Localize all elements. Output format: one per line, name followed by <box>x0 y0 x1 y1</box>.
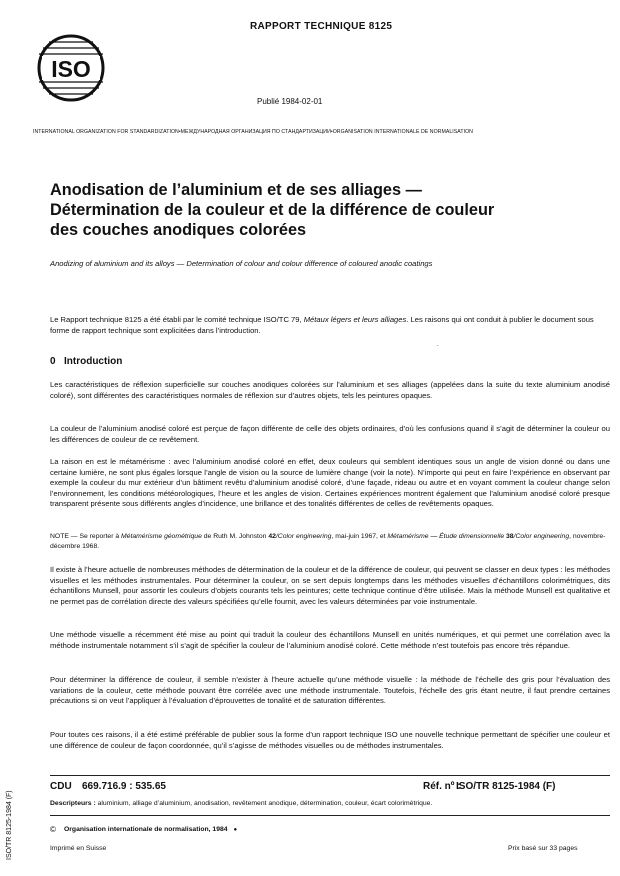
cdu-value: 669.716.9 : 535.65 <box>82 781 166 792</box>
descriptors-list: aluminium, alliage d’aluminium, anodisation, revêtement anodique, détermination, couleur, écart colorimétrique. <box>97 800 433 807</box>
bullet-icon: ● <box>233 827 238 833</box>
committee-title: Métaux légers et leurs alliages <box>303 315 407 324</box>
document-title <box>50 180 610 240</box>
paragraph-3: La raison en est le métamérisme : avec l’aluminium anodisé coloré en effet, deux couleurs qui semblent identiques sous un angle de vision donné ou dans une certaine lumière, ne sont plus égales lorsque l’angle de vision ou la source de lumière change (voir la note). N’importe qui peut en faire l’expérience en observant par exemple la couleur du mur extérieur d’un bâtiment revêtu d’aluminium anodisé coloré, d’une façade, rideau ou autre et en voyant comment la couleur change selon l’environnement, les conditions météorologiques, l’heure et les angles de vision. Certaines expériences montrent également que l’aluminium anodisé coloré presque transparent présente sous différents angles d’incidence, une brillance et des tonalités différentes de celles de revêtements opaques. <box>50 457 610 509</box>
footer-rule-top <box>50 775 610 776</box>
paragraph-6: Pour déterminer la différence de couleur, il semble n’exister à l’heure actuelle qu’une méthode visuelle : la méthode de l’échelle des gris pour l’évaluation des variations de la couleur, cette méthode pouvant être corrélée avec une méthode instrumentale. Toutefois, l’échelle des gris étant neutre, il faut prendre certaines précautions si on veut l’appliquer à l’évaluation d’éprouvettes de tonalité et de saturation différentes. <box>50 675 610 706</box>
paragraph-7: Pour toutes ces raisons, il a été estimé préférable de publier sous la forme d’un rapport technique ISO une nouvelle technique permettant de spécifier une couleur et une différence de couleur de façon coordonnée, qu’il s’agisse de méthodes visuelles ou de méthodes instrumentales. <box>50 730 610 750</box>
note: NOTE — Se reporter à Métamérisme géométrique de Ruth M. Johnston 42/Color engineering, mai-juin 1967, et Métamérisme — Étude dimensionnelle 38/Color engineering, novembre-décembre 1968. <box>50 533 606 550</box>
ref-label: Réf. nº : <box>423 781 461 792</box>
iso-logo <box>37 34 105 102</box>
cdu-label: CDU <box>50 781 72 792</box>
paragraph-5: Une méthode visuelle a récemment été mise au point qui traduit la couleur des échantillons Munsell en unités numériques, et qui permet une corrélation avec la méthode instrumentale notamment s’il s’agit de spécifier la couleur de l’aluminium anodisé coloré. Cette méthode n’est toutefois pas encore très répandue. <box>50 630 610 650</box>
ref-value: ISO/TR 8125-1984 (F) <box>456 781 556 792</box>
title-line-1: Anodisation de l’aluminium et de ses alliages — <box>50 181 422 199</box>
paragraph-2: La couleur de l’aluminium anodisé coloré est perçue de façon différente de celle des objets ordinaires, d’où les confusions quand il s’agit de déterminer la couleur ou les différences de couleur de ce revêtement. <box>50 424 610 444</box>
price-basis: Prix basé sur 33 pages <box>508 845 578 852</box>
paragraph-1: Les caractéristiques de réflexion superficielle sur couches anodiques colorées sur l’aluminium et ses alliages (appelées dans la suite du texte aluminium anodisé coloré), sont différentes des caractéristiques normales de réflexion sur d’autres objets, tels les peintures opaques. <box>50 380 610 400</box>
foreword-paragraph: Le Rapport technique 8125 a été établi par le comité technique ISO/TC 79, Métaux légers et leurs alliages. Les raisons qui ont conduit à publier le document sous forme de rapport technique sont explicitées dans l’introduction. <box>50 315 594 335</box>
title-line-2: Détermination de la couleur et de la différence de couleur <box>50 201 495 219</box>
organization-line: INTERNATIONAL ORGANIZATION FOR STANDARDIZATION•МЕЖДУНАРОДНАЯ ОРГАНИЗАЦИЯ ПО СТАНДАРТИЗАЦИИ•ORGANISATION INTERNATIONALE DE NORMALISATION <box>33 129 473 135</box>
copyright-text: Organisation internationale de normalisation, 1984 ● <box>64 826 238 833</box>
report-title: RAPPORT TECHNIQUE 8125 <box>250 21 393 32</box>
stray-dot: . <box>437 342 439 348</box>
descriptors <box>50 800 610 807</box>
section-title: Introduction <box>64 356 123 367</box>
footer-rule-bottom <box>50 815 610 816</box>
side-document-code: ISO/TR 8125-1984 (F) <box>6 790 13 860</box>
printed-in: Imprimé en Suisse <box>50 845 107 852</box>
paragraph-4: Il existe à l’heure actuelle de nombreuses méthodes de détermination de la couleur et de la différence de couleur, qui peuvent se classer en deux types : les méthodes visuelles et les méthodes instrumentales. Pour déterminer la couleur, on se sert depuis longtemps dans les méthodes visuelles d’échantillons colorimétriques, dits échantillons Munsell, pour assortir les couleurs d’objets courants tels les peintures; cette technique continue d’être utilisée. Mais la méthode Munsell est qualitative et ne permet pas de corrélation directe des valeurs spécifiées qu’elle fournit, avec les valeurs déterminées par voie instrumentale. <box>50 565 610 606</box>
english-subtitle: Anodizing of aluminium and its alloys — Determination of colour and colour difference of coloured anodic coatings <box>50 259 433 268</box>
descriptors-label: Descripteurs : <box>50 800 96 807</box>
section-number: 0 <box>50 356 56 367</box>
logo-text: ISO <box>51 56 91 82</box>
title-line-3: des couches anodiques colorées <box>50 221 307 239</box>
section-heading <box>50 356 122 367</box>
copyright-icon: © <box>50 825 56 834</box>
publication-date: Publié 1984-02-01 <box>257 97 323 106</box>
